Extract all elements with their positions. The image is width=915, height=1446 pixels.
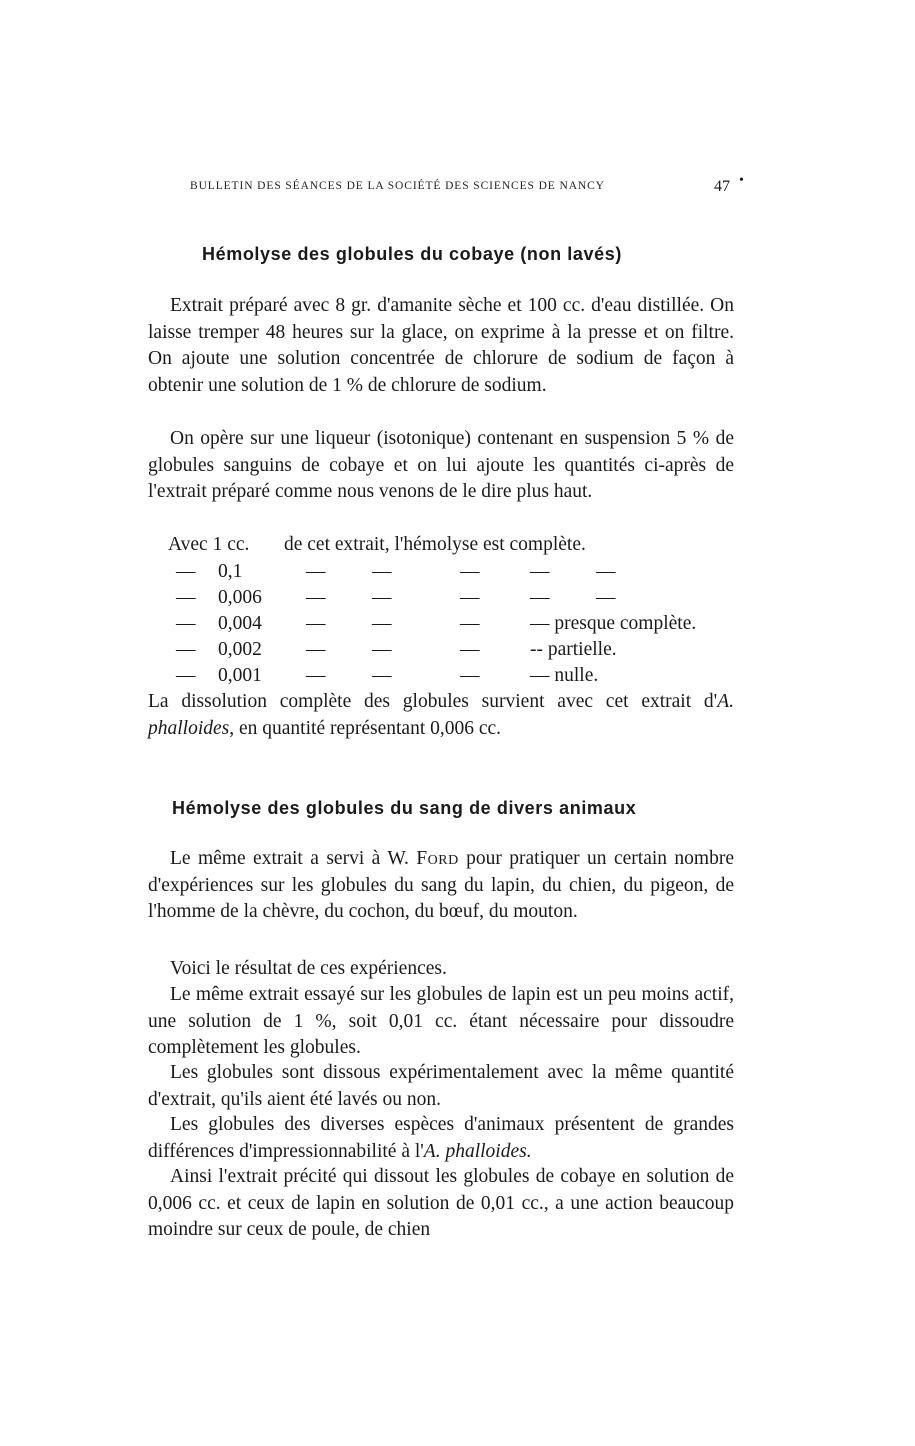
conclusion-text-end: , en quantité représentant 0,006 cc.: [229, 717, 502, 739]
table-value: 0,004: [218, 613, 262, 634]
ford-text: Le même extrait a servi à W.: [170, 848, 417, 869]
table-result: -- partielle.: [530, 639, 617, 660]
table-row: [168, 561, 738, 587]
table-ditto: —: [530, 561, 550, 582]
species-text: Les globules des diverses espèces d'animaux présentent de grandes différences d'impressionnabilité à l': [148, 1114, 734, 1162]
table-intro-text: de cet extrait, l'hémolyse est complète.: [284, 534, 586, 555]
table-ditto: —: [306, 665, 326, 686]
paragraph-ford-experiments: [148, 846, 734, 926]
table-row: [168, 587, 738, 613]
paragraph-washed: Les globules sont dissous expérimentalement avec la même quantité d'extrait, qu'ils aient été lavés ou non.: [148, 1062, 734, 1110]
table-ditto: —: [460, 587, 480, 608]
table-result: — nulle.: [530, 665, 599, 686]
table-dash: —: [176, 613, 196, 634]
table-value: 0,1: [218, 561, 243, 582]
table-ditto: —: [460, 665, 480, 686]
table-ditto: —: [372, 613, 392, 634]
table-result: —: [596, 561, 616, 582]
table-dash: —: [176, 587, 196, 608]
paragraph-rabbit: Le même extrait essayé sur les globules de lapin est un peu moins actif, une solution de 1 %, soit 0,01 cc. étant nécessaire pour dissoudre complètement les globules.: [148, 984, 734, 1058]
page-header: [190, 173, 750, 198]
table-ditto: —: [306, 613, 326, 634]
table-value: 0,001: [218, 665, 262, 686]
table-ditto: —: [460, 639, 480, 660]
species-name: A. phalloides.: [423, 1140, 532, 1162]
section-heading-animals: Hémolyse des globules du sang de divers animaux: [172, 798, 637, 818]
conclusion-text: La dissolution complète des globules survient avec cet extrait d': [148, 691, 718, 712]
margin-mark: •: [739, 173, 744, 188]
section-heading-cobaye: Hémolyse des globules du cobaye (non lavés): [202, 244, 622, 264]
table-row: [168, 639, 738, 665]
table-row: [168, 613, 738, 639]
table-ditto: —: [306, 639, 326, 660]
table-intro-row: [168, 534, 738, 560]
table-dash: —: [176, 665, 196, 686]
table-ditto: —: [372, 561, 392, 582]
table-row: [168, 665, 738, 691]
paragraph-comparison: Ainsi l'extrait précité qui dissout les globules de cobaye en solution de 0,006 cc. et ceux de lapin en solution de 0,01 cc., a une action beaucoup moindre sur ceux de poule, de chien: [148, 1166, 734, 1240]
table-result: —: [596, 587, 616, 608]
table-dash: —: [176, 561, 196, 582]
table-ditto: —: [372, 639, 392, 660]
page-number: 47: [714, 178, 730, 195]
paragraph-species-differences: [148, 1112, 734, 1165]
paragraph-conclusion: [148, 689, 734, 742]
table-dash: —: [176, 639, 196, 660]
table-ditto: —: [306, 561, 326, 582]
author-name: Ford: [416, 848, 459, 869]
table-ditto: —: [460, 561, 480, 582]
paragraph-results-intro: Voici le résultat de ces expériences.: [170, 958, 447, 979]
table-intro-lead: Avec 1 cc.: [168, 534, 250, 555]
table-value: 0,006: [218, 587, 262, 608]
table-result: — presque complète.: [530, 613, 697, 634]
table-ditto: —: [460, 613, 480, 634]
table-ditto: —: [530, 587, 550, 608]
paragraph-isotonic-liquor: On opère sur une liqueur (isotonique) contenant en suspension 5 % de globules sanguins de cobaye et on lui ajoute les quantités ci-après de l'extrait préparé comme nous venons de le dire plus haut.: [148, 428, 734, 502]
running-title: BULLETIN DES SÉANCES DE LA SOCIÉTÉ DES SCIENCES DE NANCY: [190, 180, 605, 192]
species-name: A. phalloides: [148, 691, 734, 739]
table-value: 0,002: [218, 639, 262, 660]
table-ditto: —: [372, 587, 392, 608]
paragraph-extract-preparation: Extrait préparé avec 8 gr. d'amanite sèche et 100 cc. d'eau distillée. On laisse tremper 48 heures sur la glace, on exprime à la presse et on filtre. On ajoute une solution concentrée de chlorure de sodium de façon à obtenir une solution de 1 % de chlorure de sodium.: [148, 295, 734, 396]
table-ditto: —: [306, 587, 326, 608]
table-ditto: —: [372, 665, 392, 686]
ford-text-end: pour pratiquer un certain nombre d'expériences sur les globules du sang du lapin, du chien, du pigeon, de l'homme de la chèvre, du cochon, du bœuf, du mouton.: [148, 848, 734, 922]
